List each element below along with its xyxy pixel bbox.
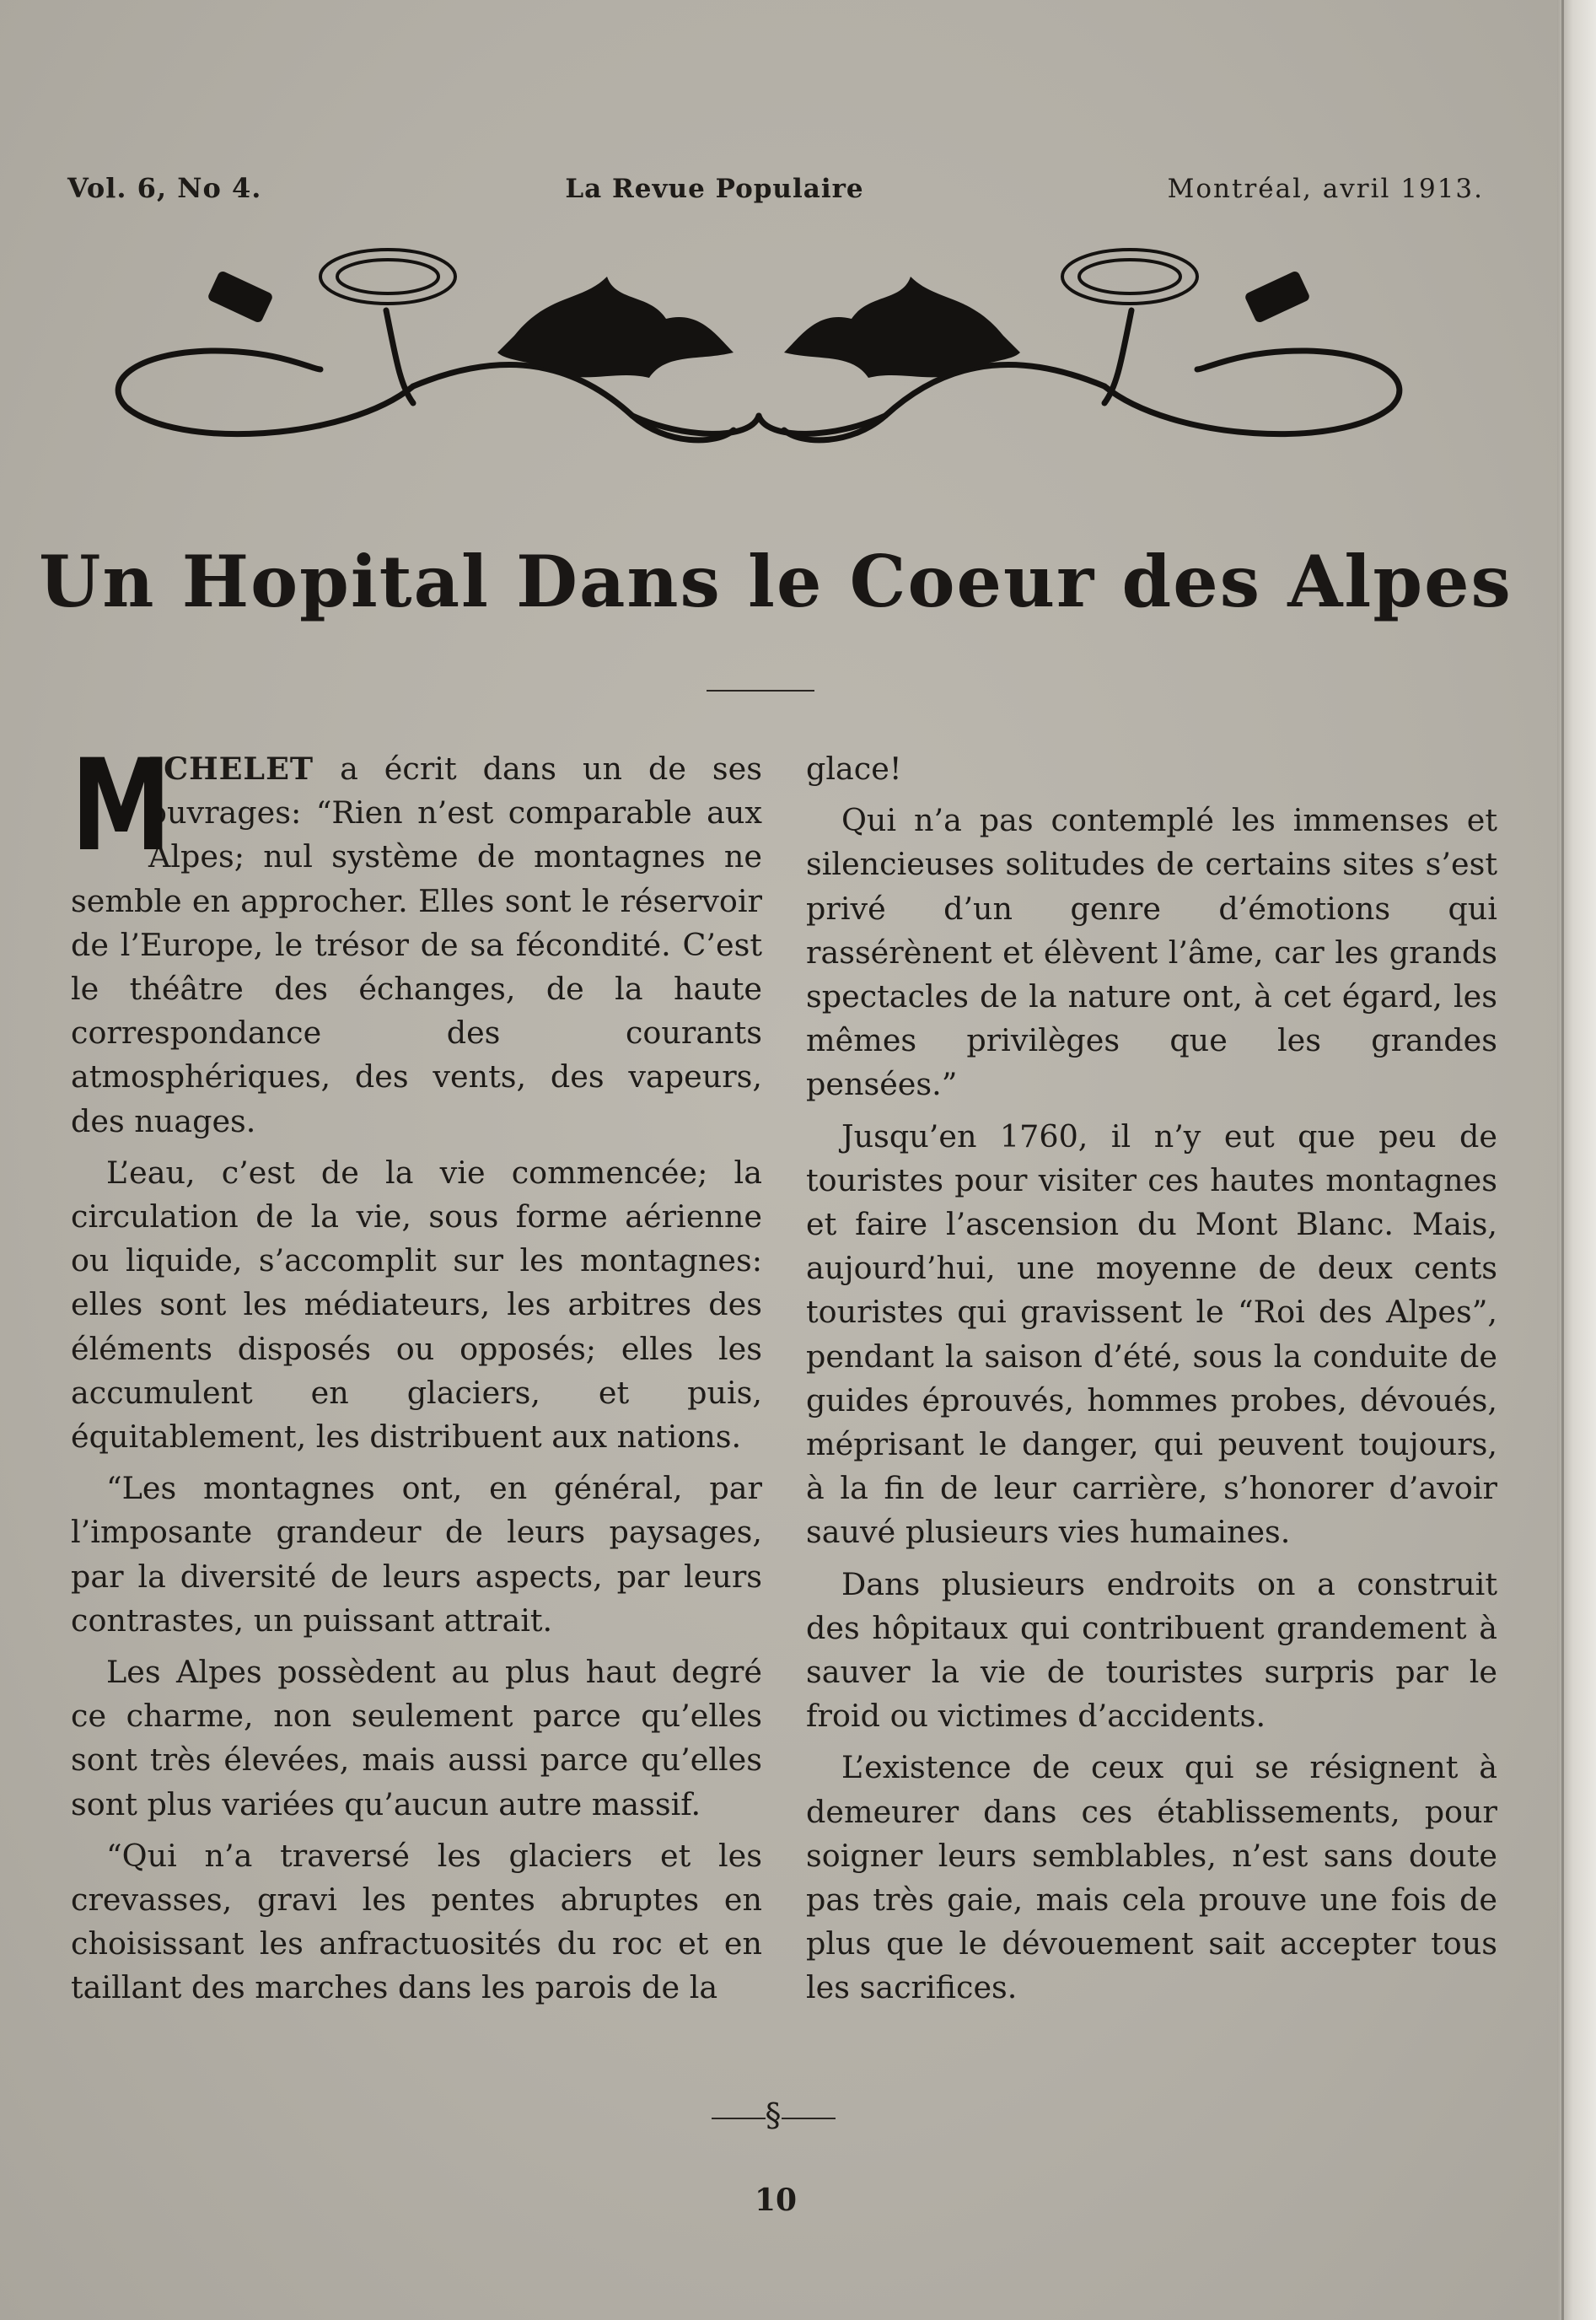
page-number: 10 (754, 2183, 798, 2218)
quote-text: “Rien n’est comparable aux Alpes; nul système de montagnes ne semble en approcher. Elles sont le réservoir de l’Europe, le trésor de sa fécondité. C’est le théâtre des échanges, de la haute correspondance des courants atmosphériques, des vents, des vapeurs, des nuages. (71, 794, 762, 1139)
paragraph: glace! (806, 751, 902, 787)
drop-cap-continuation: ICHELET (148, 751, 314, 787)
floral-ornament (110, 243, 1408, 458)
issue-date: Montréal, avril 1913. (1167, 174, 1484, 204)
paragraph: Qui n’a pas contemplé les immenses et silencieuses solitudes de certains sites s’est privé d’un genre d’émotions qui rassérènent et élèvent l’âme, car les grands spectacles de la nature ont, à cet égard, les mêmes privilèges que les grandes pensées.” (806, 802, 1497, 1103)
section-mark: § (765, 2097, 782, 2134)
article-title: Un Hopital Dans le Coeur des Alpes (39, 540, 1513, 623)
paragraph: L’existence de ceux qui se résignent à demeurer dans ces établissements, pour soigner leurs semblables, n’est sans doute pas très gaie, mais cela prouve une fois de plus que le dévouement sait accepter tous les sacrifices. (806, 1749, 1497, 2006)
paragraph: “Les montagnes ont, en général, par l’imposante grandeur de leurs paysages, par la diversité de leurs aspects, par leurs contrastes, un puissant attrait. (71, 1470, 762, 1639)
section-divider (693, 2097, 853, 2134)
paragraph: “Qui n’a traversé les glaciers et les crevasses, gravi les pentes abruptes en choisissant les anfractuosités du roc et en taillant des marches dans les parois de la (71, 1837, 762, 2006)
right-column (806, 747, 1497, 2018)
paragraph: Dans plusieurs endroits on a construit des hôpitaux qui contribuent grandement à sauver la vie de touristes surpris par le froid ou victimes d’accidents. (806, 1565, 1497, 1735)
binding-fold (1561, 0, 1564, 2320)
paragraph: Les Alpes possèdent au plus haut degré ce charme, non seulement parce qu’elles sont très élevées, mais aussi parce qu’elles sont plus variées qu’aucun autre massif. (71, 1654, 762, 1822)
running-header (67, 172, 1484, 204)
intro-text: a écrit dans un de ses ouvrages: (148, 751, 762, 832)
volume-number: Vol. 6, No 4. (67, 172, 262, 204)
left-column (71, 733, 762, 2018)
paragraph: Jusqu’en 1760, il n’y eut que peu de touristes pour visiter ces hautes montagnes et faire l’ascension du Mont Blanc. Mais, aujourd’hui, une moyenne de deux cents touristes qui gravissent le “Roi des Alpes”, pendant la saison d’été, sous la conduite de guides éprouvés, hommes probes, dévoués, méprisant le danger, qui peuvent toujours, à la fin de leur carrière, s’honorer d’avoir sauvé plusieurs vies humaines. (806, 1117, 1497, 1551)
paragraph (71, 733, 762, 1144)
publication-name: La Revue Populaire (565, 174, 864, 204)
title-divider (707, 690, 814, 692)
drop-cap: M (71, 733, 172, 880)
paragraph: L’eau, c’est de la vie commencée; la circulation de la vie, sous forme aérienne ou liquide, s’accomplit sur les montagnes: elles sont les médiateurs, les arbitres des éléments disposés ou opposés; elles les accumulent en glaciers, et puis, équitablement, les distribuent aux nations. (71, 1154, 762, 1456)
